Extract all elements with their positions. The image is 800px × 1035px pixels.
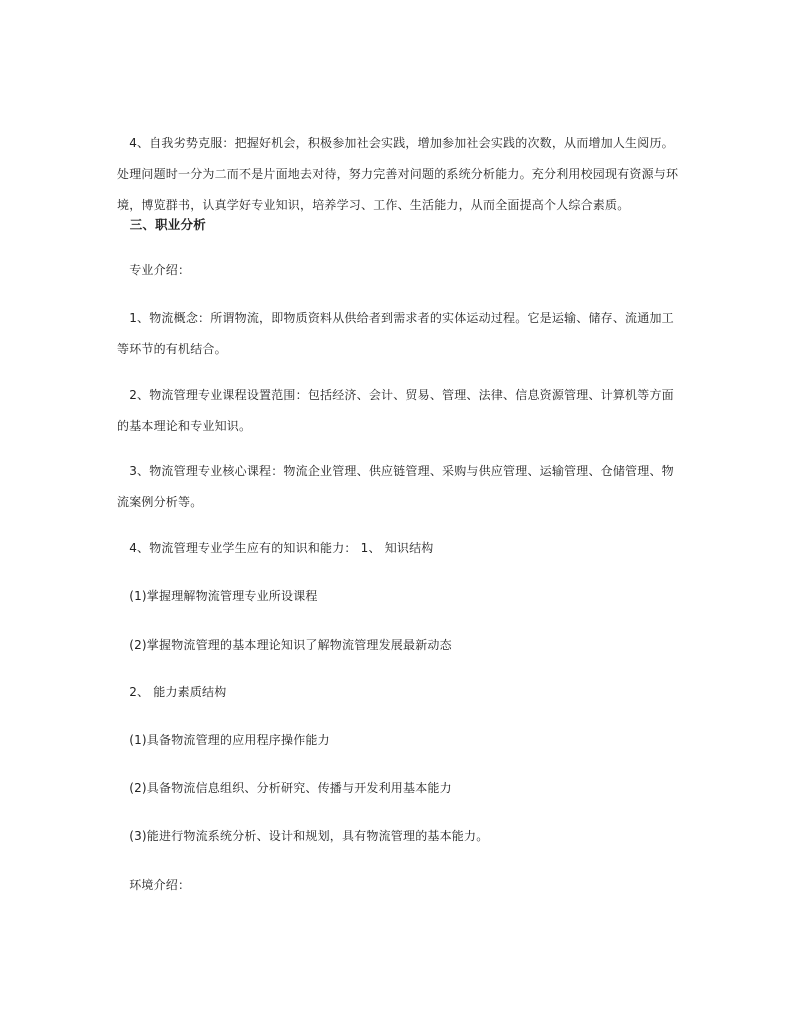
list-item-knowledge-1: (1)掌握理解物流管理专业所设课程 bbox=[117, 589, 318, 603]
paragraph-course-scope: 2、物流管理专业课程设置范围：包括经济、会计、贸易、管理、法律、信息资源管理、计算机等方面的基本理论和专业知识。 bbox=[117, 388, 674, 433]
list-item-knowledge-2: (2)掌握物流管理的基本理论知识了解物流管理发展最新动态 bbox=[117, 638, 452, 652]
section-heading-career-analysis: 三、职业分析 bbox=[117, 217, 206, 232]
paragraph-environment-intro-label: 环境介绍： bbox=[117, 878, 191, 892]
list-item-ability-2: (2)具备物流信息组织、分析研究、传播与开发利用基本能力 bbox=[117, 781, 452, 795]
paragraph-major-intro-label: 专业介绍： bbox=[117, 263, 191, 277]
paragraph-core-courses: 3、物流管理专业核心课程：物流企业管理、供应链管理、采购与供应管理、运输管理、仓储管理、物流案例分析等。 bbox=[117, 464, 674, 509]
paragraph-logistics-concept: 1、物流概念：所谓物流，即物质资料从供给者到需求者的实体运动过程。它是运输、储存、流通加工等环节的有机结合。 bbox=[117, 311, 674, 356]
paragraph-self-improvement: 4、自我劣势克服：把握好机会，积极参加社会实践，增加参加社会实践的次数，从而增加人生阅历。处理问题时一分为二而不是片面地去对待，努力完善对问题的系统分析能力。充分利用校园现有资源与环境，博览群书，认真学好专业知识，培养学习、工作、生活能力，从而全面提高个人综合素质。 bbox=[117, 136, 679, 212]
paragraph-knowledge-ability: 4、物流管理专业学生应有的知识和能力： 1、 知识结构 bbox=[117, 541, 434, 555]
list-item-ability-3: (3)能进行物流系统分析、设计和规划，具有物流管理的基本能力。 bbox=[117, 829, 489, 843]
paragraph-ability-structure: 2、 能力素质结构 bbox=[117, 685, 227, 699]
list-item-ability-1: (1)具备物流管理的应用程序操作能力 bbox=[117, 733, 330, 747]
